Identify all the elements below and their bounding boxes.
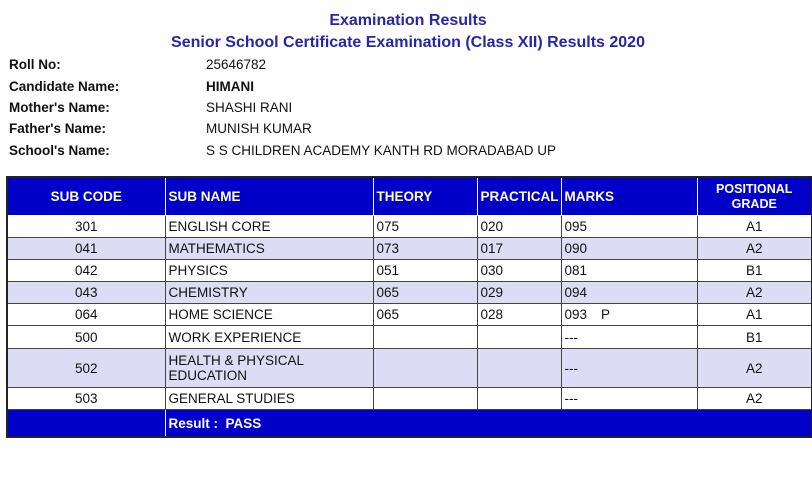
grade-cell: A2: [697, 349, 812, 388]
mother-name-label: Mother's Name:: [9, 100, 110, 115]
practical-cell: 029: [477, 282, 561, 304]
practical-cell: [477, 349, 561, 388]
theory-cell: [373, 326, 477, 349]
table-row: [7, 238, 812, 260]
school-name-value: S S CHILDREN ACADEMY KANTH RD MORADABAD UP: [206, 143, 557, 158]
sub-code-cell: 502: [7, 349, 165, 388]
table-row: [7, 349, 812, 388]
header-sub-code: SUB CODE: [7, 177, 165, 216]
header-sub-name: SUB NAME: [165, 177, 373, 216]
grade-cell: A2: [697, 388, 812, 410]
practical-cell: 017: [477, 238, 561, 260]
practical-cell: [477, 326, 561, 349]
marks-flag: P: [601, 307, 611, 322]
grade-cell: B1: [697, 326, 812, 349]
sub-name-cell: MATHEMATICS: [165, 238, 373, 260]
page-subtitle: Senior School Certificate Examination (Class XII) Results 2020: [171, 34, 645, 51]
sub-name-cell: GENERAL STUDIES: [165, 388, 373, 410]
theory-cell: [373, 388, 477, 410]
table-row: [7, 304, 812, 326]
mother-name-value: SHASHI RANI: [206, 100, 293, 115]
sub-code-cell: 500: [7, 326, 165, 349]
result-label: Result :: [168, 415, 219, 431]
sub-name-cell: ENGLISH CORE: [165, 216, 373, 238]
header-marks: MARKS: [561, 177, 697, 216]
practical-cell: 028: [477, 304, 561, 326]
theory-cell: 075: [373, 216, 477, 238]
father-name-label: Father's Name:: [9, 121, 106, 136]
header-practical: PRACTICAL: [477, 177, 561, 216]
table-row: [7, 216, 812, 238]
sub-name-cell: HEALTH & PHYSICAL EDUCATION: [165, 349, 373, 388]
marks-cell: 095: [561, 216, 697, 238]
grade-cell: B1: [697, 260, 812, 282]
result-value: PASS: [225, 415, 262, 431]
table-row: [7, 260, 812, 282]
grade-cell: A2: [697, 238, 812, 260]
practical-cell: [477, 388, 561, 410]
marks-cell: 094: [561, 282, 697, 304]
theory-cell: 051: [373, 260, 477, 282]
roll-no-value: 25646782: [206, 57, 267, 72]
sub-code-cell: 301: [7, 216, 165, 238]
practical-cell: 020: [477, 216, 561, 238]
marks-cell: 090: [561, 238, 697, 260]
header-grade-line1: POSITIONAL: [716, 181, 793, 196]
sub-name-cell: WORK EXPERIENCE: [165, 326, 373, 349]
father-name-value: MUNISH KUMAR: [206, 121, 312, 136]
theory-cell: [373, 349, 477, 388]
marks-cell: [561, 304, 697, 326]
result-cell: [165, 410, 812, 438]
marks-cell: 081: [561, 260, 697, 282]
roll-no-label: Roll No:: [9, 57, 61, 72]
sub-name-cell: CHEMISTRY: [165, 282, 373, 304]
table-row: [7, 282, 812, 304]
table-header-row: [7, 177, 812, 216]
table-row: [7, 388, 812, 410]
marks-value: 093: [564, 307, 588, 322]
theory-cell: 065: [373, 304, 477, 326]
table-row: [7, 326, 812, 349]
marks-cell: ---: [561, 349, 697, 388]
header-positional-grade: [697, 177, 812, 216]
header-grade-line2: GRADE: [731, 196, 777, 211]
header-theory: THEORY: [373, 177, 477, 216]
marks-cell: ---: [561, 326, 697, 349]
grade-cell: A1: [697, 216, 812, 238]
theory-cell: 065: [373, 282, 477, 304]
sub-code-cell: 042: [7, 260, 165, 282]
theory-cell: 073: [373, 238, 477, 260]
grade-cell: A1: [697, 304, 812, 326]
page-title: Examination Results: [329, 12, 487, 29]
school-name-label: School's Name:: [9, 143, 110, 158]
sub-code-cell: 041: [7, 238, 165, 260]
result-spacer-cell: [7, 410, 165, 438]
sub-name-cell: HOME SCIENCE: [165, 304, 373, 326]
candidate-name-label: Candidate Name:: [9, 79, 120, 94]
results-table: [6, 176, 812, 438]
result-row: [7, 410, 812, 438]
sub-code-cell: 043: [7, 282, 165, 304]
practical-cell: 030: [477, 260, 561, 282]
marks-cell: ---: [561, 388, 697, 410]
grade-cell: A2: [697, 282, 812, 304]
sub-name-cell: PHYSICS: [165, 260, 373, 282]
sub-code-cell: 064: [7, 304, 165, 326]
sub-code-cell: 503: [7, 388, 165, 410]
candidate-name-value: HIMANI: [206, 79, 254, 94]
